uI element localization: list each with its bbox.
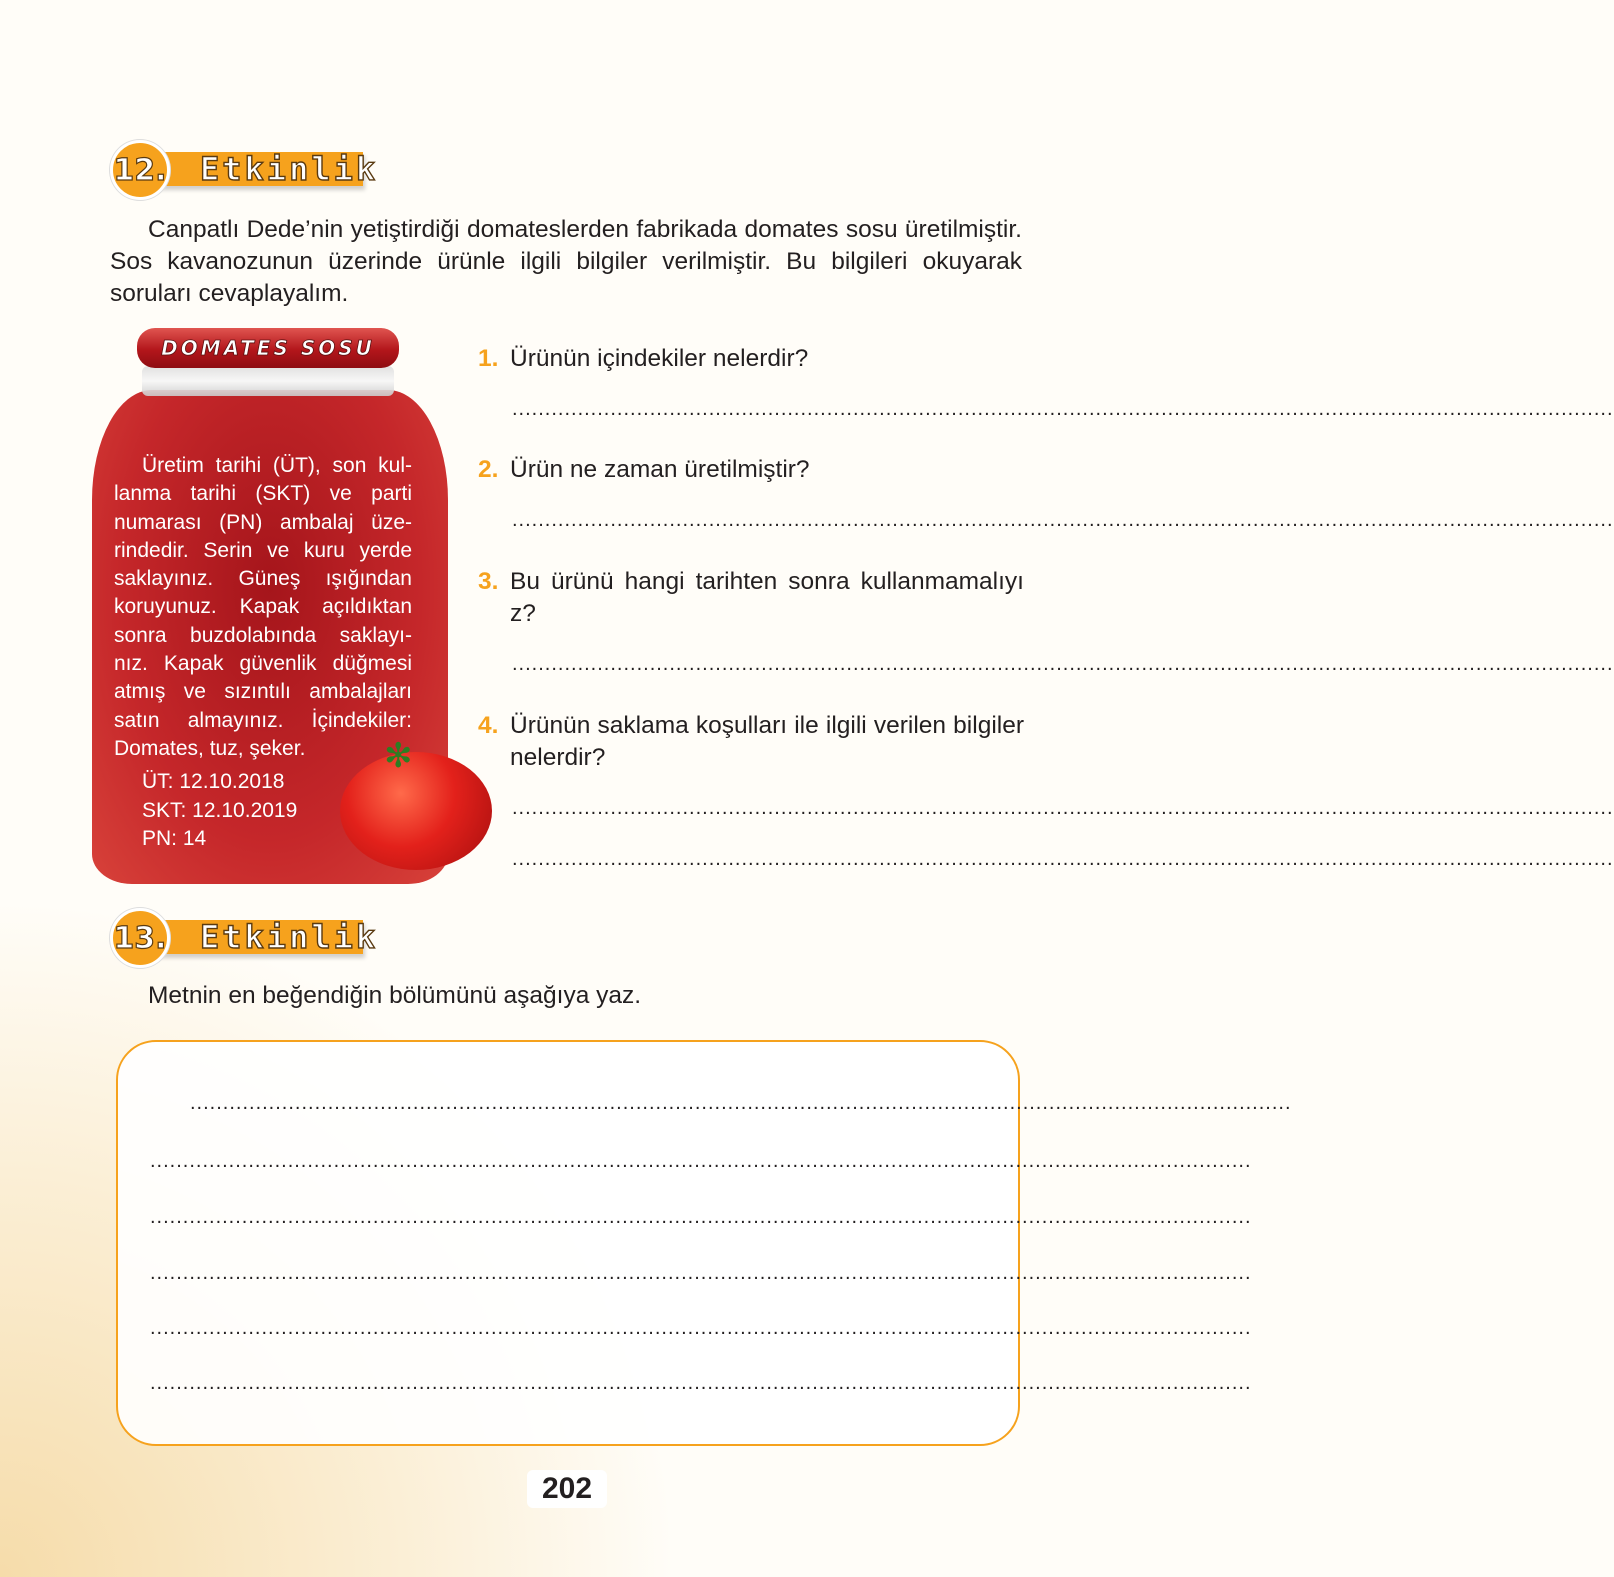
activity-12-badge bbox=[110, 138, 379, 198]
jar-label: DOMATES SOSU bbox=[161, 336, 375, 360]
jar-line: koruyunuz. Kapak açıldıktan bbox=[114, 595, 412, 619]
activity-number: 13. bbox=[110, 908, 170, 968]
writing-prompt: Metnin en beğendiğin bölümünü aşağıya yaz. bbox=[148, 982, 642, 1009]
jar-neck bbox=[142, 366, 394, 396]
jar-line: rindedir. Serin ve kuru yerde bbox=[114, 538, 412, 562]
jar-line: Üretim tarihi (ÜT), son kul- bbox=[142, 454, 412, 477]
jar-line: satın almayınız. İçindekiler: bbox=[114, 708, 412, 732]
page-number: 202 bbox=[527, 1470, 607, 1508]
expiry-date: SKT: 12.10.2019 bbox=[142, 798, 298, 822]
batch-number: PN: 14 bbox=[142, 827, 207, 850]
question-text: Ürün ne zaman üretilmiştir? bbox=[510, 456, 810, 483]
question-number: 3. bbox=[478, 568, 499, 595]
activity-title: Etkinlik bbox=[200, 150, 379, 188]
production-date: ÜT: 12.10.2018 bbox=[142, 770, 285, 793]
jar-line: sonra buzdolabında saklayı- bbox=[114, 623, 412, 647]
question-1 bbox=[478, 343, 1024, 375]
answer-line-4b[interactable]: ........................................................................................................................................................................ bbox=[512, 848, 1614, 870]
jar-line: lanma tarihi (SKT) ve parti bbox=[114, 482, 412, 506]
jar-line: atmış ve sızıntılı ambalajları bbox=[114, 680, 412, 704]
question-text: Ürünün içindekiler nelerdir? bbox=[510, 345, 809, 372]
writing-line[interactable]: ........................................................................................................................................................................ bbox=[150, 1262, 1252, 1284]
question-2 bbox=[478, 454, 1024, 486]
intro-paragraph: Canpatlı Dede’nin yetiştirdiği domateslerden fabrikada domates sosu üretilmiştir. Sos kavanozunun üzerinde ürünle ilgili bilgiler verilmiştir. Bu bilgileri okuyarak soruları cevaplayalım. bbox=[110, 216, 1022, 307]
writing-line[interactable]: ........................................................................................................................................................................ bbox=[150, 1206, 1252, 1228]
question-number: 1. bbox=[478, 345, 499, 372]
question-text: Ürünün saklama koşulları ile ilgili verilen bilgiler nelerdir? bbox=[510, 712, 1024, 771]
writing-line[interactable]: ........................................................................................................................................................................ bbox=[150, 1372, 1252, 1394]
activity-number: 12. bbox=[110, 140, 170, 200]
question-text: Bu ürünü hangi tarihten sonra kullanmamalıyız? bbox=[510, 568, 1024, 627]
jar-dates bbox=[142, 768, 297, 854]
tomato-icon bbox=[340, 752, 492, 870]
jar-lid bbox=[137, 328, 399, 368]
jar-line: numarası (PN) ambalaj üze- bbox=[114, 510, 412, 534]
question-3 bbox=[478, 566, 1024, 630]
answer-line-3[interactable]: ........................................................................................................................................................................ bbox=[512, 653, 1614, 675]
tomato-stem-icon: ✻ bbox=[384, 737, 413, 775]
answer-line-1[interactable]: ........................................................................................................................................................................ bbox=[512, 398, 1614, 420]
answer-line-2[interactable]: ........................................................................................................................................................................ bbox=[512, 509, 1614, 531]
question-4 bbox=[478, 710, 1024, 774]
jar-line: saklayınız. Güneş ışığından bbox=[114, 567, 412, 591]
writing-line[interactable]: ........................................................................................................................................................................ bbox=[150, 1150, 1252, 1172]
jar-line: nız. Kapak güvenlik düğmesi bbox=[114, 652, 412, 676]
activity-title: Etkinlik bbox=[200, 918, 379, 956]
writing-line[interactable]: ........................................................................................................................................................................ bbox=[190, 1092, 1292, 1114]
jar-line: Domates, tuz, şeker. bbox=[114, 736, 306, 760]
writing-line[interactable]: ........................................................................................................................................................................ bbox=[150, 1317, 1252, 1339]
question-number: 4. bbox=[478, 712, 499, 739]
question-number: 2. bbox=[478, 456, 499, 483]
jar-info-text bbox=[114, 452, 412, 763]
answer-line-4a[interactable]: ........................................................................................................................................................................ bbox=[512, 797, 1614, 819]
activity-13-badge bbox=[110, 906, 379, 966]
